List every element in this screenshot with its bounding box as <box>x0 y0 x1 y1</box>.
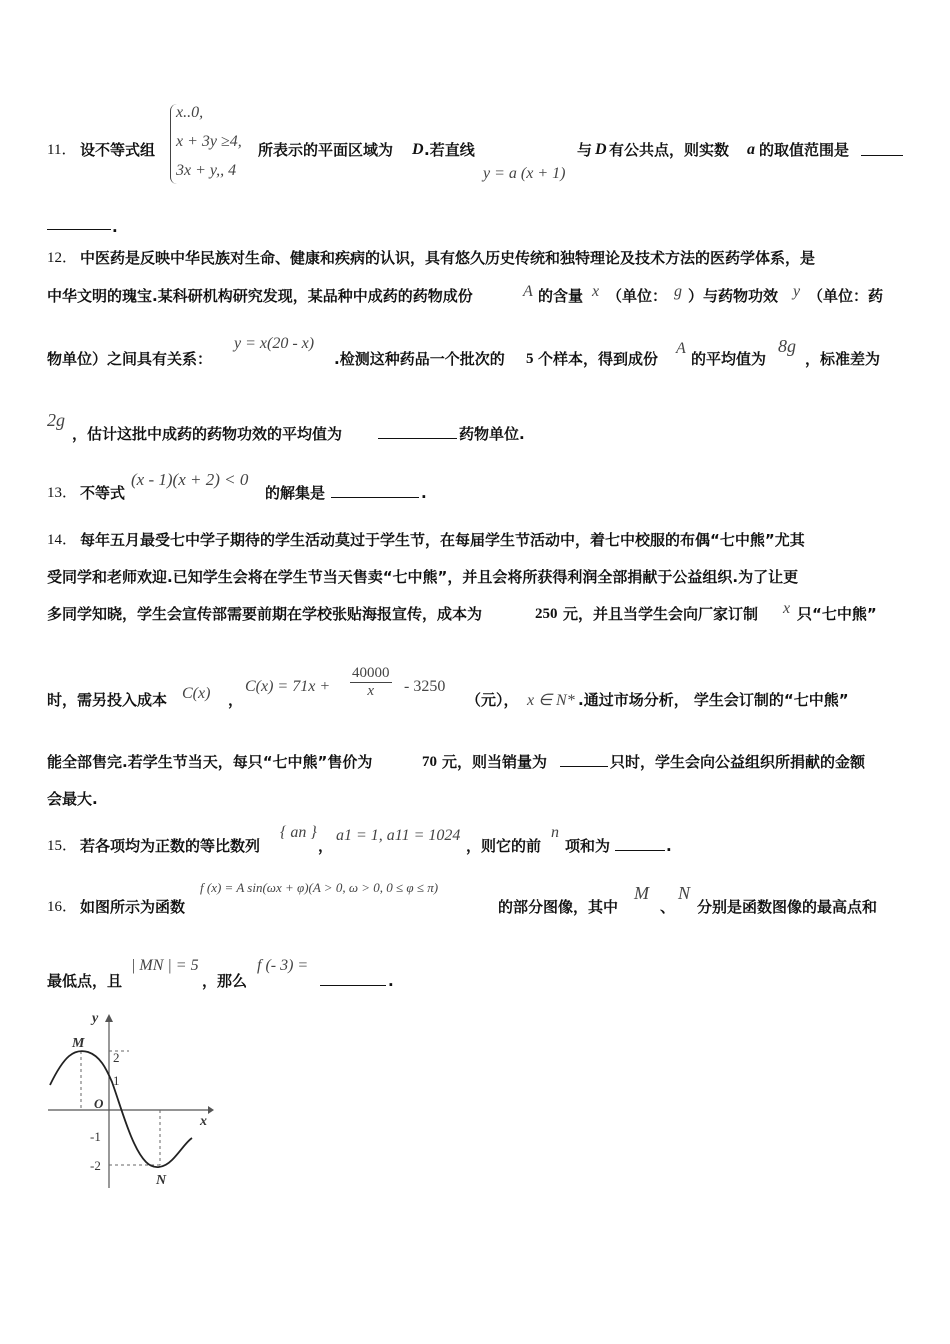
q15-answer-blank <box>615 836 665 851</box>
q14-fraction-numerator: 40000 <box>352 665 390 681</box>
q14-line2: 受同学和老师欢迎.已知学生会将在学生节当天售卖“七中熊”，并且会将所获得利润全部捐献于公益组织.为了让更 <box>47 568 799 586</box>
q16-text-mid1: 的部分图像，其中 <box>498 898 619 916</box>
q15-text-post: 项和为 <box>565 837 611 855</box>
q16-answer-blank <box>320 971 386 986</box>
q13-inequality: (x - 1)(x + 2) < 0 <box>131 470 249 489</box>
q14-line5b: 元，则当销量为 <box>442 753 548 771</box>
q12-line2a: 中华文明的瑰宝.某科研机构研究发现，某品种中成药的药物成份 <box>47 287 473 305</box>
q12-line2e: （单位：药 <box>808 287 884 305</box>
q16-point-n: N <box>678 883 691 903</box>
q14-comma: ， <box>228 691 244 709</box>
q11-region-d2: D <box>595 141 607 158</box>
q14-line3b: 元，并且当学生会向厂家订制 <box>563 605 759 623</box>
sine-curve <box>50 1051 192 1167</box>
point-n-label: N <box>156 1173 167 1188</box>
q16-text-mid2: 分别是函数图像的最高点和 <box>697 898 878 916</box>
q12-line3a: 物单位）之间具有关系： <box>47 350 213 368</box>
q13-number: 13． <box>47 485 78 501</box>
q13-text-pre: 不等式 <box>80 484 126 502</box>
q11-system-line1: x..0, <box>176 104 204 121</box>
q14-domain: x ∈ N* <box>527 692 575 709</box>
q12-sample-count: 5 <box>526 351 534 367</box>
y-axis-label: y <box>92 1011 99 1026</box>
q15-text-mid: ，则它的前 <box>466 837 542 855</box>
tick-label-minus2: -2 <box>90 1158 101 1173</box>
q11-text-mid5: 的取值范围是 <box>759 141 850 159</box>
q13-text-post: 的解集是 <box>265 484 326 502</box>
q16-end: . <box>388 972 394 990</box>
q15-end: . <box>666 837 672 855</box>
q14-cost-fraction <box>350 665 392 700</box>
q14-poster-cost: 250 <box>535 606 558 622</box>
q14-line3a: 多同学知晓，学生会宣传部需要前期在学校张贴海报宣传，成本为 <box>47 605 483 623</box>
q12-var-x: x <box>592 283 600 300</box>
q14-line5a: 能全部售完.若学生节当天，每只“七中熊”售价为 <box>47 753 373 771</box>
q12-formula: y = x(20 - x) <box>234 335 315 352</box>
q12-line3b: .检测这种药品一个批次的 <box>334 350 505 368</box>
q11-text-pre: 设不等式组 <box>80 141 156 159</box>
q11-text-mid2: .若直线 <box>424 141 475 159</box>
q12-var-y: y <box>793 283 801 300</box>
q14-cost-formula-tail: - 3250 <box>404 678 446 695</box>
q14-answer-blank <box>560 752 608 767</box>
q12-line2d: ）与药物功效 <box>688 287 779 305</box>
q12-line3e: ，标准差为 <box>805 350 881 368</box>
q11-system-line2: x + 3y ≥4, <box>176 133 242 150</box>
q14-price: 70 <box>422 754 437 770</box>
q11-line-equation: y = a (x + 1) <box>483 165 566 182</box>
q14-cost-formula-lhs: C(x) = 71x + <box>245 678 331 695</box>
q11-text-mid3: 与 <box>577 141 593 159</box>
q14-var-x: x <box>783 600 791 617</box>
q16-separator: 、 <box>660 898 676 916</box>
q12-line3d: 的平均值为 <box>691 350 767 368</box>
q14-unit: （元）， <box>466 691 519 709</box>
q16-mn-distance: | MN | = 5 <box>131 957 199 974</box>
q12-sd: 2g <box>47 410 65 430</box>
q14-fraction-denominator: x <box>367 683 375 699</box>
q11-text-mid4: 有公共点，则实数 <box>609 141 730 159</box>
q16-f-minus3: f (- 3) = <box>257 957 309 974</box>
tick-label-2: 2 <box>113 1050 120 1065</box>
q11-var-a: a <box>747 141 755 158</box>
q15-sequence: { an } <box>280 824 317 841</box>
q15-text-pre: 若各项均为正数的等比数列 <box>80 837 261 855</box>
q15-terms: a1 = 1, a11 = 1024 <box>336 827 461 844</box>
q12-line2c: （单位： <box>607 287 668 305</box>
q12-line2b: 的含量 <box>538 287 584 305</box>
point-m-label: M <box>72 1036 85 1051</box>
q12-line3c: 个样本，得到成份 <box>538 350 659 368</box>
q11-answer-blank-2 <box>47 215 111 230</box>
q11-number: 11． <box>47 142 77 158</box>
x-axis-arrow-icon <box>208 1106 214 1114</box>
q12-var-a2: A <box>676 340 686 357</box>
q14-cost-func: C(x) <box>182 685 211 702</box>
q15-var-n: n <box>551 824 559 841</box>
q12-line1: 中医药是反映中华民族对生命、健康和疾病的认识，具有悠久历史传统和独特理论及技术方法的医药学体系，是 <box>80 249 816 267</box>
q16-graph <box>40 1010 220 1200</box>
q14-line6: 会最大. <box>47 790 98 808</box>
q16-line2a: 最低点，且 <box>47 972 123 990</box>
q14-line4a: 时，需另投入成本 <box>47 691 168 709</box>
q16-number: 16． <box>47 899 78 915</box>
q15-number: 15． <box>47 838 78 854</box>
y-axis-arrow-icon <box>105 1014 113 1022</box>
q14-number: 14． <box>47 532 78 548</box>
q16-function: f (x) = A sin(ωx + φ)(A > 0, ω > 0, 0 ≤ φ ≤ π) <box>200 880 439 895</box>
q12-var-a1: A <box>523 283 533 300</box>
q16-point-m: M <box>634 883 649 903</box>
q14-line4b: .通过市场分析， 学生会订制的“七中熊” <box>578 691 849 709</box>
q13-end: . <box>421 484 427 502</box>
q12-number: 12． <box>47 250 78 266</box>
tick-label-minus1: -1 <box>90 1129 101 1144</box>
q11-text-mid1: 所表示的平面区域为 <box>258 141 394 159</box>
q12-answer-blank <box>378 424 457 439</box>
q11-end: . <box>112 218 118 236</box>
q16-line2b: ，那么 <box>202 972 248 990</box>
q12-line4b: 药物单位. <box>459 425 525 443</box>
q12-mean: 8g <box>778 336 796 356</box>
origin-label: O <box>94 1096 104 1111</box>
q16-text-pre: 如图所示为函数 <box>80 898 186 916</box>
x-axis-label: x <box>200 1114 207 1129</box>
q13-answer-blank <box>331 483 419 498</box>
q15-comma: ， <box>318 837 334 855</box>
tick-label-1: 1 <box>113 1073 120 1088</box>
q12-line4a: ，估计这批中成药的药物功效的平均值为 <box>72 425 343 443</box>
q11-answer-blank-1 <box>861 141 903 156</box>
q14-line1: 每年五月最受七中学子期待的学生活动莫过于学生节，在每届学生节活动中，着七中校服的布偶“七中熊”尤其 <box>80 531 805 549</box>
q11-region-d: D <box>412 141 424 158</box>
q12-unit-g: g <box>674 283 682 300</box>
q14-line3c: 只“七中熊” <box>797 605 877 623</box>
q14-line5c: 只时，学生会向公益组织所捐献的金额 <box>610 753 866 771</box>
q11-system-line3: 3x + y,, 4 <box>176 162 237 179</box>
